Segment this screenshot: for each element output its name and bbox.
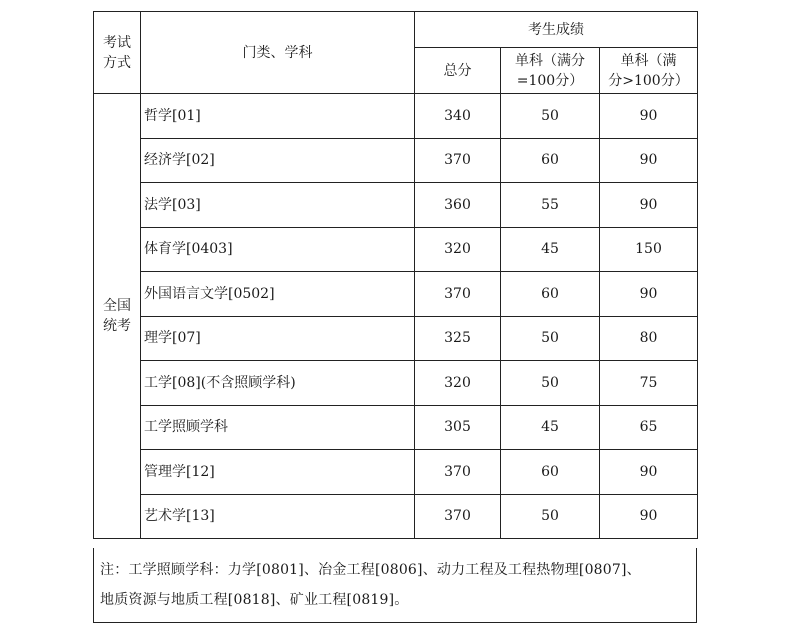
total-cell: 370 xyxy=(415,272,501,317)
total-cell: 305 xyxy=(415,405,501,450)
footnote xyxy=(93,548,697,623)
table-row xyxy=(94,405,698,450)
subject-cell: 管理学[12] xyxy=(141,450,415,495)
single-gt100-cell: 65 xyxy=(600,405,698,450)
header-exam-mode xyxy=(94,12,141,94)
total-cell: 340 xyxy=(415,94,501,139)
table-row xyxy=(94,227,698,272)
header-single-100 xyxy=(501,48,600,94)
single-gt100-cell: 90 xyxy=(600,138,698,183)
single-100-cell: 45 xyxy=(501,405,600,450)
header-exam-mode-text: 考试 方式 xyxy=(103,34,131,71)
total-cell: 320 xyxy=(415,361,501,406)
single-gt100-cell: 90 xyxy=(600,450,698,495)
subject-cell: 工学照顾学科 xyxy=(141,405,415,450)
header-single-gt100 xyxy=(600,48,698,94)
subject-cell: 哲学[01] xyxy=(141,94,415,139)
total-cell: 370 xyxy=(415,138,501,183)
table-row xyxy=(94,316,698,361)
header-score-group xyxy=(415,12,698,48)
table-row xyxy=(94,272,698,317)
single-gt100-cell: 90 xyxy=(600,494,698,539)
total-cell: 370 xyxy=(415,450,501,495)
header-category-text: 门类、学科 xyxy=(242,44,313,61)
single-100-cell: 50 xyxy=(501,94,600,139)
subject-cell: 体育学[0403] xyxy=(141,227,415,272)
single-100-cell: 55 xyxy=(501,183,600,228)
single-100-cell: 50 xyxy=(501,494,600,539)
header-score-group-text: 考生成绩 xyxy=(528,21,584,38)
header-single-gt100-text: 单科（满 分>100分） xyxy=(608,52,689,89)
single-gt100-cell: 90 xyxy=(600,183,698,228)
group-label xyxy=(94,94,141,539)
total-cell: 320 xyxy=(415,227,501,272)
single-gt100-cell: 75 xyxy=(600,361,698,406)
total-cell: 325 xyxy=(415,316,501,361)
table-row xyxy=(94,494,698,539)
total-cell: 360 xyxy=(415,183,501,228)
footnote-line-1: 注：工学照顾学科：力学[0801]、冶金工程[0806]、动力工程及工程热物理[0807]、 xyxy=(100,562,641,578)
table-row xyxy=(94,94,698,139)
total-cell: 370 xyxy=(415,494,501,539)
group-label-text: 全国 统考 xyxy=(103,298,131,334)
subject-cell: 法学[03] xyxy=(141,183,415,228)
single-100-cell: 60 xyxy=(501,272,600,317)
footnote-line-2: 地质资源与地质工程[0818]、矿业工程[0819]。 xyxy=(100,592,409,608)
subject-cell: 工学[08](不含照顾学科) xyxy=(141,361,415,406)
single-100-cell: 60 xyxy=(501,138,600,183)
single-100-cell: 50 xyxy=(501,361,600,406)
table-row xyxy=(94,183,698,228)
single-100-cell: 50 xyxy=(501,316,600,361)
header-total-text: 总分 xyxy=(443,62,472,79)
subject-cell: 外国语言文学[0502] xyxy=(141,272,415,317)
single-100-cell: 45 xyxy=(501,227,600,272)
header-single-100-text: 单科（满分 =100分） xyxy=(515,52,585,89)
subject-cell: 经济学[02] xyxy=(141,138,415,183)
single-gt100-cell: 150 xyxy=(600,227,698,272)
table-row xyxy=(94,138,698,183)
table-row xyxy=(94,361,698,406)
subject-cell: 艺术学[13] xyxy=(141,494,415,539)
table-row xyxy=(94,450,698,495)
subject-cell: 理学[07] xyxy=(141,316,415,361)
single-gt100-cell: 90 xyxy=(600,94,698,139)
single-gt100-cell: 80 xyxy=(600,316,698,361)
single-gt100-cell: 90 xyxy=(600,272,698,317)
score-table xyxy=(93,11,698,539)
header-category xyxy=(141,12,415,94)
header-total xyxy=(415,48,501,94)
single-100-cell: 60 xyxy=(501,450,600,495)
